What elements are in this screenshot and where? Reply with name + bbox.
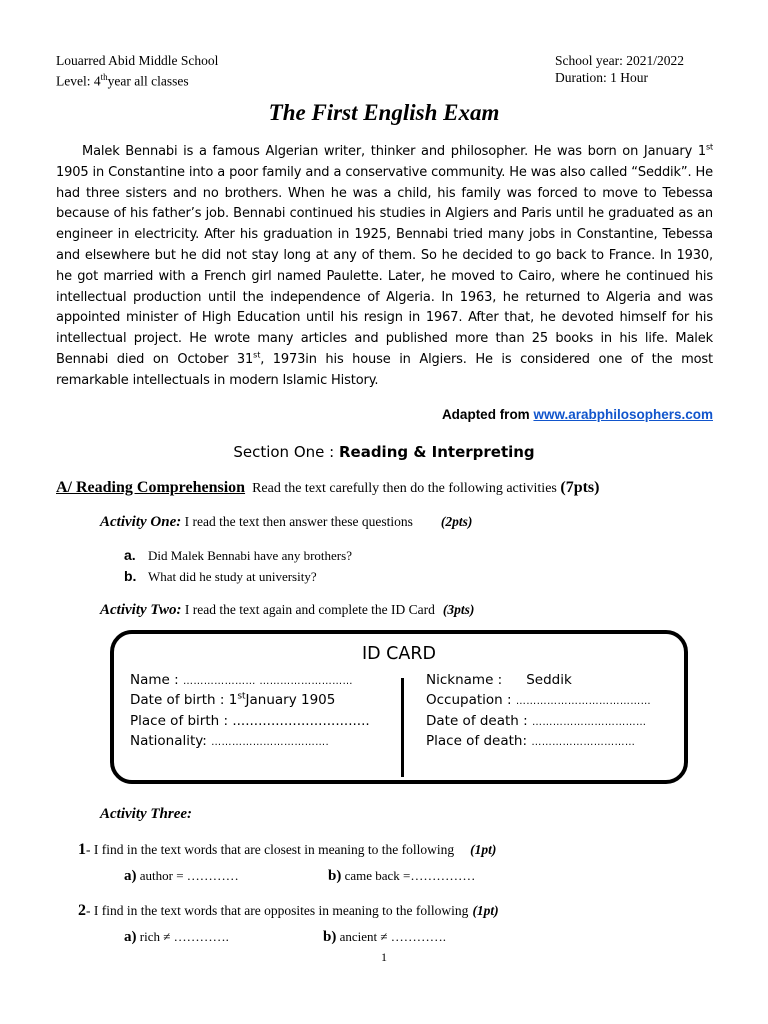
passage-part-3: , 1973in his house in Algiers. He is considered one of the most remarkable intellectuals in modern Islamic History. xyxy=(56,351,713,388)
source-link[interactable]: www.arabphilosophers.com xyxy=(533,407,713,422)
item-marker: b) xyxy=(323,929,337,945)
id-nationality-label: Nationality: xyxy=(130,733,212,749)
item-marker: b) xyxy=(328,868,342,884)
section-name: Reading & Interpreting xyxy=(338,443,535,461)
reading-instruction: Read the text carefully then do the following activities xyxy=(252,481,557,496)
id-nickname-label: Nickname : xyxy=(426,672,503,688)
id-pod-row xyxy=(426,731,635,754)
id-card xyxy=(110,630,688,784)
source-line xyxy=(442,407,713,422)
activity-three-heading: Activity Three: xyxy=(100,806,193,822)
activity-two-heading: Activity Two: xyxy=(100,602,182,618)
question-marker: b. xyxy=(124,568,137,584)
id-pob-row xyxy=(130,711,370,732)
id-dod-label: Date of death : xyxy=(426,713,532,729)
activity-one-instruction: I read the text then answer these questions xyxy=(181,514,413,529)
question-marker: a. xyxy=(124,547,136,563)
level-line xyxy=(56,69,189,90)
activity-two-line xyxy=(100,602,474,619)
id-card-title: ID CARD xyxy=(361,644,437,664)
exercise-1 xyxy=(78,841,496,859)
passage-part-1: Malek Bennabi is a famous Algerian writer, thinker and philosopher. He was born on January 1 xyxy=(82,144,706,159)
section-one-heading xyxy=(0,443,768,461)
section-prefix: Section One : xyxy=(233,443,339,461)
id-pob-label: Place of birth : xyxy=(130,713,233,729)
activity-one-points: (2pts) xyxy=(440,514,473,529)
page-number: 1 xyxy=(381,950,387,964)
activity-two-points: (3pts) xyxy=(442,602,475,617)
source-label: Adapted from xyxy=(441,407,534,422)
id-occupation-blank[interactable]: ………………………………… xyxy=(515,696,652,707)
exercise-points: (1pt) xyxy=(472,903,499,918)
exam-title: The First English Exam xyxy=(268,100,500,125)
activity-three-line xyxy=(100,806,192,823)
level-sup: th xyxy=(100,72,108,82)
id-dob-row xyxy=(130,690,335,711)
item-marker: a) xyxy=(124,929,137,945)
item-text[interactable]: came back =…………… xyxy=(341,868,476,883)
id-occupation-row xyxy=(426,690,651,713)
question-text: What did he study at university? xyxy=(148,569,317,584)
school-year: School year: 2021/2022 xyxy=(555,53,684,68)
question-item xyxy=(124,547,352,564)
activity-one-line xyxy=(100,514,472,531)
level-suffix: year all classes xyxy=(107,73,189,89)
question-text: Did Malek Bennabi have any brothers? xyxy=(148,548,352,563)
reading-passage xyxy=(56,142,713,392)
id-card-divider xyxy=(401,678,404,777)
exercise-text: - I find in the text words that are opposites in meaning to the following xyxy=(86,903,469,918)
id-dob-value: January 1905 xyxy=(245,692,336,708)
passage-part-2: 1905 in Constantine into a poor family and a conservative community. He was also called “Seddik”. He had three sisters and no brothers. When he was a child, his family was forced to move to Tebessa because of his father’s job. Bennabi continued his studies in Algiers and Paris until he graduated as an engineer in electricity. After his graduation in 1925, Bennabi tried many jobs in Constantine, Tebessa and elsewhere but he did not stay long at any of them. So he decided to go back to France. In 1930, he got married with a French girl named Paulette. Later, he moved to Cairo, where he continued his intellectual production until the independence of Algeria. In 1963, he returned to Algeria and was appointed minister of High Education until his resign in 1967. After that, he devoted himself for his intellectual project. He wrote many articles and published more than 25 books in his life. Malek Bennabi died on October 31 xyxy=(56,164,713,367)
id-name-label: Name : xyxy=(130,672,183,688)
question-item xyxy=(124,568,317,585)
exercise-2-a xyxy=(124,929,229,946)
exercise-number: 2 xyxy=(78,902,86,919)
exercise-text: - I find in the text words that are closest in meaning to the following xyxy=(86,842,455,857)
id-nationality-row xyxy=(130,731,329,754)
id-pod-label: Place of death: xyxy=(426,733,532,749)
id-dod-blank[interactable]: …………………………… xyxy=(532,717,647,728)
passage-sup-2: st xyxy=(253,350,261,360)
id-name-blank[interactable]: ………………… ……………………… xyxy=(182,676,353,687)
item-text[interactable]: ancient ≠ …………. xyxy=(336,929,447,944)
activity-two-instruction: I read the text again and complete the ID Card xyxy=(181,602,435,617)
exercise-2-b xyxy=(323,929,446,946)
id-pod-blank[interactable]: ………………………… xyxy=(531,737,636,748)
school-name: Louarred Abid Middle School xyxy=(56,53,219,68)
exercise-points: (1pt) xyxy=(470,842,497,857)
item-text[interactable]: author = ………… xyxy=(136,868,239,883)
id-nickname-row xyxy=(426,670,572,691)
id-nationality-blank[interactable]: ……………………………. xyxy=(211,737,330,748)
item-marker: a) xyxy=(124,868,137,884)
reading-points: (7pts) xyxy=(560,479,600,496)
activity-one-heading: Activity One: xyxy=(100,514,182,530)
exercise-1-a xyxy=(124,868,239,885)
reading-comprehension-line xyxy=(56,479,599,497)
id-nickname-value: Seddik xyxy=(526,672,572,688)
id-dob-sup: st xyxy=(237,691,246,702)
reading-heading: A/ Reading Comprehension xyxy=(56,479,246,496)
level-prefix: Level: 4 xyxy=(56,73,101,89)
duration: Duration: 1 Hour xyxy=(555,70,648,85)
exercise-1-b xyxy=(328,868,475,885)
id-occupation-label: Occupation : xyxy=(426,692,516,708)
item-text[interactable]: rich ≠ …………. xyxy=(136,929,229,944)
id-pob-blank[interactable]: ................................ xyxy=(232,713,370,729)
passage-sup-1: st xyxy=(705,142,713,152)
id-dob-label: Date of birth : 1 xyxy=(130,692,238,708)
exercise-number: 1 xyxy=(78,841,86,858)
exercise-2 xyxy=(78,902,499,920)
